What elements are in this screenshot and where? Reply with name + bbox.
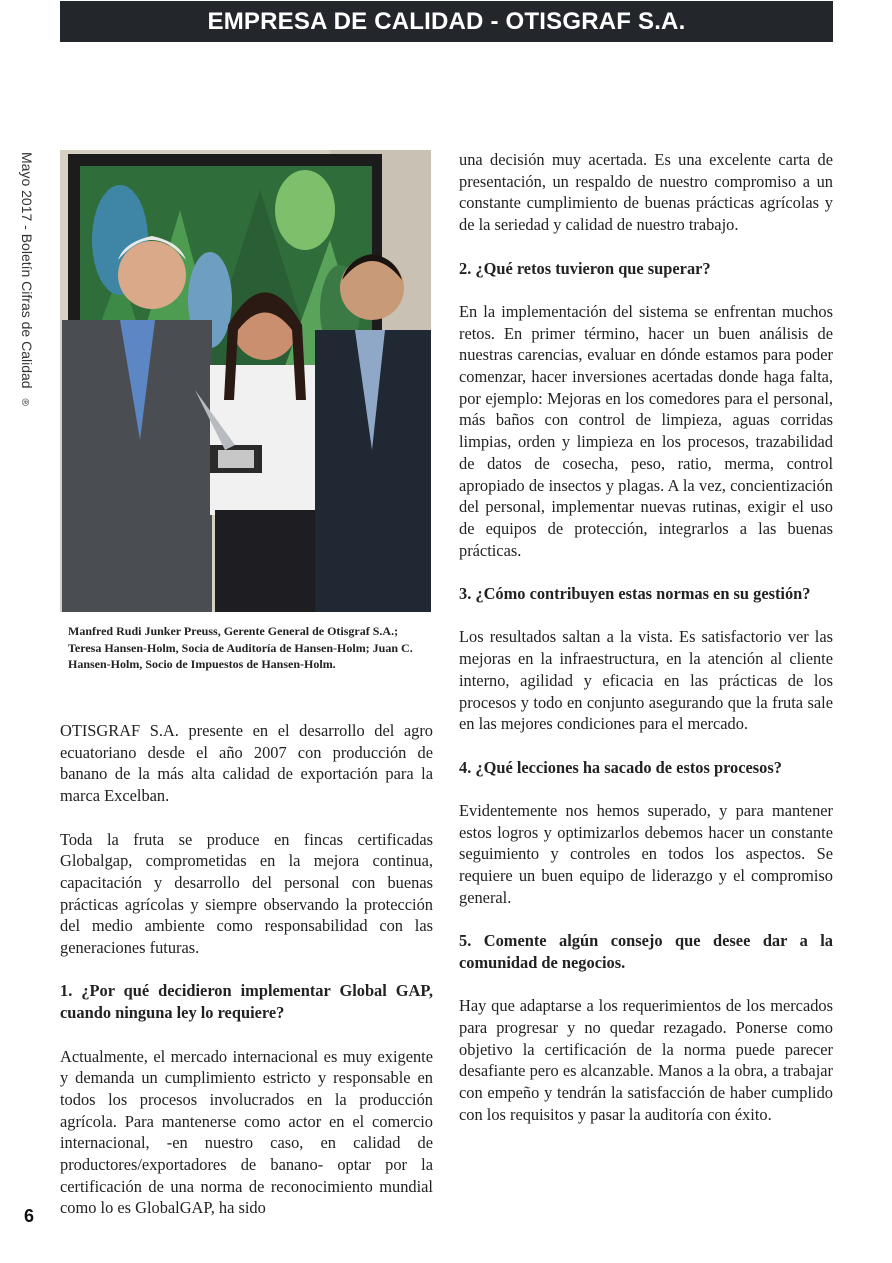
question-heading: 5. Comente algún consejo que desee dar a la comunidad de negocios. [459,931,833,972]
sidebar-issue-label [14,152,40,572]
question-heading: 4. ¿Qué lecciones ha sacado de estos procesos? [459,757,782,777]
answer-paragraph: En la implementación del sistema se enfrentan muchos retos. En primer término, hacer un buen análisis de nuestras carencias, evaluar en dónde estamos para poder comenzar, hacer inversiones acertadas donde haga falta, por ejemplo: Mejoras en los comedores para el personal, más baños con control de limpieza, aguas corridas limpias, orden y limpieza en los procesos, trazabilidad de datos de cosecha, peso, ratio, merma, control apropiado de insectos y plagas. A la vez, concientización del personal, implementar nuevas rutinas, exigir el uso de equipos de protección, integrarlos a las buenas prácticas. [459,301,833,560]
award-photo [60,150,431,612]
question-heading: 2. ¿Qué retos tuvieron que superar? [459,258,711,278]
answer-paragraph: una decisión muy acertada. Es una excelente carta de presentación, un respaldo de nuestro compromiso a un constante cumplimiento de buenas prácticas agrícolas y de la seriedad y calidad de nuestro trabajo. [459,150,833,235]
registered-symbol: ® [19,398,30,406]
answer-paragraph: Evidentemente nos hemos superado, y para mantener estos logros y optimizarlos debemos hacer un constante seguimiento y controles en todos los aspectos. Se requiere un buen equipo de liderazgo y el compromiso general. [459,801,833,907]
question-heading: 1. ¿Por qué decidieron implementar Global GAP, cuando ninguna ley lo requiere? [60,981,433,1023]
sidebar-label: Mayo 2017 - Boletín Cifras de Calidad [19,152,35,389]
answer-paragraph: Actualmente, el mercado internacional es muy exigente y demanda un cumplimiento estricto y responsable en todos los procesos involucrados en la producción agrícola. Para mantenerse como actor en el comercio internacional, -en nuestro caso, en calidad de productores/exportadores de banano- optar por la certificación de una norma de reconocimiento mundial como lo es GlobalGAP, ha sido [60,1046,433,1218]
intro-paragraph: Toda la fruta se produce en fincas certificadas Globalgap, comprometidas en la mejora continua, capacitación y desarrollo del personal con buenas prácticas agrícolas y siempre observando la protección del medio ambiente como responsabilidad con las generaciones futuras. [60,829,433,958]
question-heading: 3. ¿Cómo contribuyen estas normas en su gestión? [459,584,811,604]
intro-paragraph: OTISGRAF S.A. presente en el desarrollo del agro ecuatoriano desde el año 2007 con producción de banano de la más alta calidad de exportación para la marca Excelban. [60,721,433,806]
page-header-title: EMPRESA DE CALIDAD - OTISGRAF S.A. [60,1,833,42]
page-number: 6 [24,1206,35,1226]
article-right-column [459,149,833,1126]
answer-paragraph: Los resultados saltan a la vista. Es satisfactorio ver las mejoras en la infraestructura, en la atención al cliente interno, agilidad y eficacia en las prácticas de los procesos y todo en conjunto asegurando que la fruta sale en las mejores condiciones para el mercado. [459,627,833,734]
answer-paragraph: Hay que adaptarse a los requerimientos de los mercados para progresar y no quedar rezagado. Ponerse como objetivo la certificación de la norma puede parecer desafiante pero es alcanzable. Manos a la obra, a trabajar con empeño y tendrán la satisfacción de haber cumplido con los requisitos y pasar la auditoría con éxito. [459,996,833,1124]
award-photo-illustration [60,150,431,612]
photo-caption: Manfred Rudi Junker Preuss, Gerente General de Otisgraf S.A.; Teresa Hansen-Holm, Socia de Auditoría de Hansen-Holm; Juan C. Hansen-Holm, Socio de Impuestos de Hansen-Holm. [68,624,413,671]
article-left-column [60,720,433,1219]
